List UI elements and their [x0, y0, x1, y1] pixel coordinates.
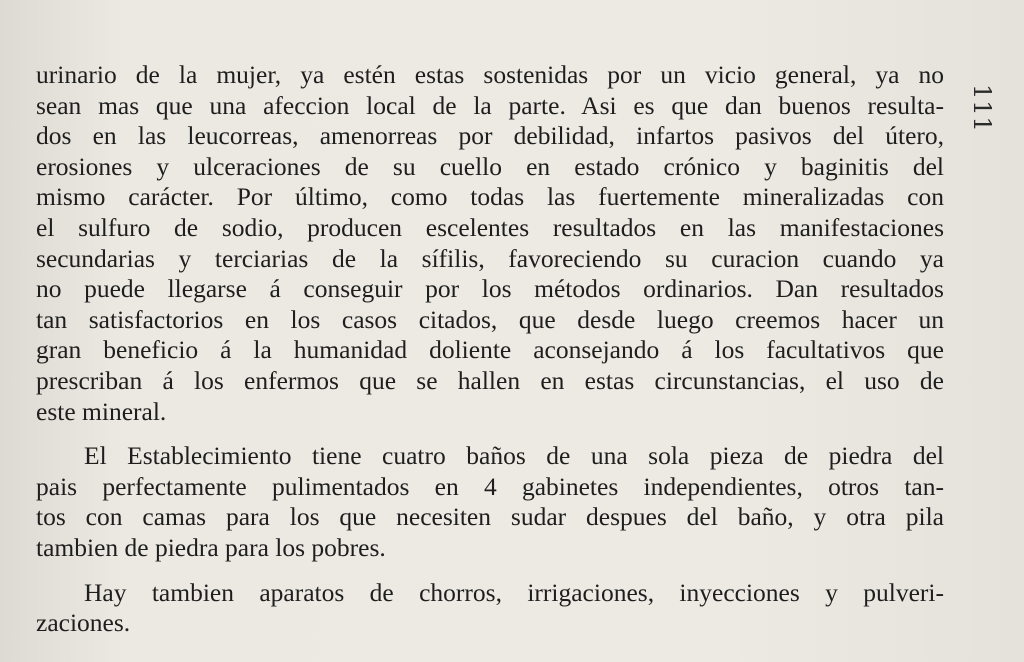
- text-line: Hay tambien aparatos de chorros, irrigaciones, inyecciones y pulveri-: [84, 577, 944, 607]
- text-line: tan satisfactorios en los casos citados, que desde luego creemos hacer un: [36, 304, 944, 334]
- text-line: tos con camas para los que necesiten sudar despues del baño, y otra pila: [36, 502, 944, 532]
- text-line: sean mas que una afeccion local de la parte. Asi es que dan buenos resulta-: [36, 90, 944, 120]
- text-line: secundarias y terciarias de la sífilis, favoreciendo su curacion cuando ya: [36, 243, 944, 273]
- text-line: prescriban á los enfermos que se hallen en estas circunstancias, el uso de: [36, 365, 944, 395]
- text-line: este mineral.: [36, 396, 167, 426]
- text-line: zaciones.: [36, 608, 131, 638]
- text-line: urinario de la mujer, ya estén estas sostenidas por un vicio general, ya no: [36, 60, 944, 89]
- paragraph-gap: [36, 564, 944, 578]
- paragraph-3: [36, 578, 944, 639]
- text-line: El Establecimiento tiene cuatro baños de una sola pieza de piedra del: [84, 441, 944, 471]
- text-line: pais perfectamente pulimentados en 4 gabinetes independientes, otros tan-: [36, 471, 944, 501]
- text-line: tambien de piedra para los pobres.: [36, 532, 386, 562]
- text-line: erosiones y ulceraciones de su cuello en estado crónico y baginitis del: [36, 151, 944, 181]
- paragraph-2: [36, 441, 944, 563]
- text-line: mismo carácter. Por último, como todas las fuertemente mineralizadas con: [36, 182, 944, 212]
- paragraph-gap: [36, 427, 944, 441]
- text-line: el sulfuro de sodio, producen escelentes resultados en las manifestaciones: [36, 212, 944, 242]
- page-number: 111: [968, 84, 996, 133]
- body-text: [36, 60, 944, 639]
- text-line: dos en las leucorreas, amenorreas por debilidad, infartos pasivos del útero,: [36, 121, 944, 151]
- text-line: gran beneficio á la humanidad doliente aconsejando á los facultativos que: [36, 335, 944, 365]
- text-line: no puede llegarse á conseguir por los métodos ordinarios. Dan resultados: [36, 274, 944, 304]
- paragraph-1: [36, 60, 944, 427]
